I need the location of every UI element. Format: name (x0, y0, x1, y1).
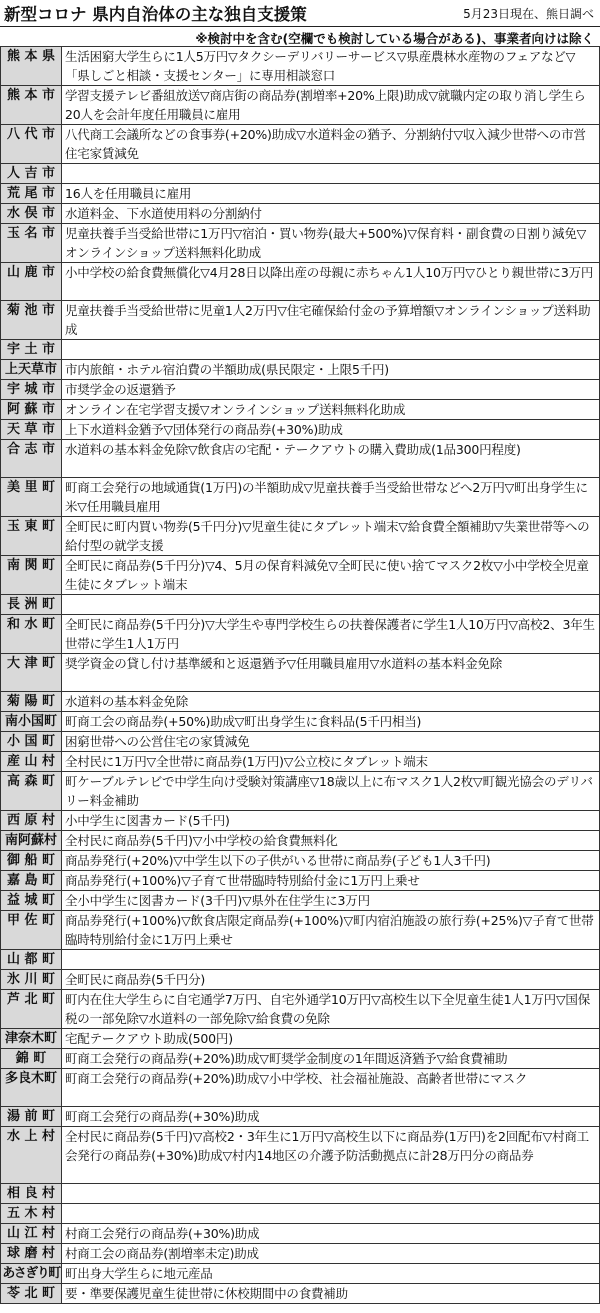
municipality-name: 甲 佐 町 (1, 911, 62, 950)
survey-date: 5月23日現在、熊日調べ (463, 7, 594, 21)
municipality-name: 八 代 市 (1, 125, 62, 164)
support-measures: 児童扶養手当受給世帯に児童1人2万円▽住宅確保給付金の予算増額▽オンラインショップ送料助成 (62, 301, 600, 340)
municipality-name: 山 江 村 (1, 1224, 62, 1244)
table-row (1, 1224, 600, 1244)
table-row (1, 851, 600, 871)
table-row (1, 1244, 600, 1264)
table-row (1, 990, 600, 1029)
table-row (1, 420, 600, 440)
table-row (1, 1284, 600, 1304)
support-measures: 16人を任用職員に雇用 (62, 184, 600, 204)
support-measures: 全町民に商品券(5千円分)▽大学生や専門学校生らの扶養保護者に学生1人10万円▽高校2、3年生世帯に学生1人1万円 (62, 615, 600, 654)
support-measures: 市内旅館・ホテル宿泊費の半額助成(県民限定・上限5千円) (62, 360, 600, 380)
support-measures (62, 950, 600, 970)
table-row (1, 732, 600, 752)
table-row (1, 1184, 600, 1204)
support-measures: 全小中学生に図書カード(3千円)▽県外在住学生に3万円 (62, 891, 600, 911)
table-note: ※検討中を含む(空欄でも検討している場合がある)、事業者向けは除く (195, 31, 594, 46)
table-body (1, 47, 600, 1304)
table-row (1, 772, 600, 811)
municipality-name: 錦 町 (1, 1049, 62, 1069)
table-row (1, 1127, 600, 1184)
table-row (1, 1204, 600, 1224)
municipality-name: 和 水 町 (1, 615, 62, 654)
support-measures: 商品券発行(+20%)▽中学生以下の子供がいる世帯に商品券(子ども1人3千円) (62, 851, 600, 871)
municipality-name: 菊 陽 町 (1, 692, 62, 712)
municipality-name: 湯 前 町 (1, 1107, 62, 1127)
table-row (1, 871, 600, 891)
support-measures (62, 1184, 600, 1204)
table-row (1, 380, 600, 400)
municipality-name: 上天草市 (1, 360, 62, 380)
municipality-name: 阿 蘇 市 (1, 400, 62, 420)
support-measures: 町商工会発行の地域通貨(1万円)の半額助成▽児童扶養手当受給世帯などへ2万円▽町出身学生に米▽任用職員雇用 (62, 478, 600, 517)
municipality-name: 熊 本 市 (1, 86, 62, 125)
municipality-name: 熊 本 県 (1, 47, 62, 86)
municipality-name: 南小国町 (1, 712, 62, 732)
municipality-name: 宇 城 市 (1, 380, 62, 400)
support-measures: 宅配テークアウト助成(500円) (62, 1029, 600, 1049)
support-measures: 町ケーブルテレビで中学生向け受験対策講座▽18歳以上に布マスク1人2枚▽町観光協会のデリバリー料金補助 (62, 772, 600, 811)
support-measures: 全町民に商品券(5千円分)▽4、5月の保育料減免▽全町民に使い捨てマスク2枚▽小中学校全児童生徒にタブレット端末 (62, 556, 600, 595)
table-row (1, 595, 600, 615)
support-measures: 児童扶養手当受給世帯に1万円▽宿泊・買い物券(最大+500%)▽保育料・副食費の日割り減免▽オンラインショップ送料無料化助成 (62, 224, 600, 263)
support-measures: 村商工会発行の商品券(+30%)助成 (62, 1224, 600, 1244)
header (0, 0, 600, 26)
support-measures (62, 1204, 600, 1224)
support-measures: 町内在住大学生らに自宅通学7万円、自宅外通学10万円▽高校生以下全児童生徒1人1万円▽国保税の一部免除▽水道料の一部免除▽給食費の免除 (62, 990, 600, 1029)
municipality-name: 益 城 町 (1, 891, 62, 911)
support-measures: 学習支援テレビ番組放送▽商店街の商品券(割増率+20%上限)助成▽就職内定の取り消し学生ら20人を会計年度任用職員に雇用 (62, 86, 600, 125)
municipality-name: 津奈木町 (1, 1029, 62, 1049)
table-row (1, 125, 600, 164)
table-row (1, 831, 600, 851)
support-measures: 奨学資金の貸し付け基準緩和と返還猶予▽任用職員雇用▽水道料の基本料金免除 (62, 654, 600, 692)
table-row (1, 556, 600, 595)
support-measures: 水道料の基本料金免除▽飲食店の宅配・テークアウトの購入費助成(1品300円程度) (62, 440, 600, 478)
table-row (1, 891, 600, 911)
support-measures: 全村民に1万円▽全世帯に商品券(1万円)▽公立校にタブレット端末 (62, 752, 600, 772)
municipality-name: 相 良 村 (1, 1184, 62, 1204)
table-row (1, 1107, 600, 1127)
support-measures: 町商工会発行の商品券(+20%)助成▽町奨学金制度の1年間返済猶予▽給食費補助 (62, 1049, 600, 1069)
municipality-name: 高 森 町 (1, 772, 62, 811)
table-row (1, 1049, 600, 1069)
support-measures: 要・準要保護児童生徒世帯に休校期間中の食費補助 (62, 1284, 600, 1304)
support-measures (62, 164, 600, 184)
table-row (1, 911, 600, 950)
support-measures: 町出身大学生らに地元産品 (62, 1264, 600, 1284)
municipality-name: あさぎり町 (1, 1264, 62, 1284)
table-row (1, 950, 600, 970)
table-row (1, 164, 600, 184)
support-measures-table (0, 46, 600, 1304)
municipality-name: 嘉 島 町 (1, 871, 62, 891)
support-measures: 小中学生に図書カード(5千円) (62, 811, 600, 831)
note-row (0, 26, 600, 47)
table-row (1, 615, 600, 654)
municipality-name: 宇 土 市 (1, 340, 62, 360)
municipality-name: 小 国 町 (1, 732, 62, 752)
municipality-name: 苓 北 町 (1, 1284, 62, 1304)
support-measures: 町商工会発行の商品券(+20%)助成▽小中学校、社会福祉施設、高齢者世帯にマスク (62, 1069, 600, 1107)
municipality-name: 美 里 町 (1, 478, 62, 517)
support-measures: 水道料の基本料金免除 (62, 692, 600, 712)
support-measures: 商品券発行(+100%)▽子育て世帯臨時特別給付金に1万円上乗せ (62, 871, 600, 891)
table-row (1, 654, 600, 692)
municipality-name: 大 津 町 (1, 654, 62, 692)
page-title: 新型コロナ 県内自治体の主な独自支援策 (4, 5, 307, 24)
table-row (1, 692, 600, 712)
table-row (1, 301, 600, 340)
municipality-name: 合 志 市 (1, 440, 62, 478)
municipality-name: 氷 川 町 (1, 970, 62, 990)
support-measures: 八代商工会議所などの食事券(+20%)助成▽水道料金の猶予、分割納付▽収入減少世帯への市営住宅家賃減免 (62, 125, 600, 164)
table-row (1, 811, 600, 831)
municipality-name: 人 吉 市 (1, 164, 62, 184)
support-measures (62, 340, 600, 360)
municipality-name: 御 船 町 (1, 851, 62, 871)
table-row (1, 47, 600, 86)
municipality-name: 南 関 町 (1, 556, 62, 595)
support-measures: 小中学校の給食費無償化▽4月28日以降出産の母親に赤ちゃん1人10万円▽ひとり親世帯に3万円 (62, 263, 600, 301)
table-row (1, 86, 600, 125)
municipality-name: 産 山 村 (1, 752, 62, 772)
table-row (1, 1069, 600, 1107)
table-row (1, 440, 600, 478)
support-measures: 商品券発行(+100%)▽飲食店限定商品券(+100%)▽町内宿泊施設の旅行券(+25%)▽子育て世帯臨時特別給付金に1万円上乗せ (62, 911, 600, 950)
table-row (1, 340, 600, 360)
municipality-name: 芦 北 町 (1, 990, 62, 1029)
support-measures: 全町民に商品券(5千円分) (62, 970, 600, 990)
table-row (1, 224, 600, 263)
table-row (1, 400, 600, 420)
support-measures: 村商工会の商品券(割増率未定)助成 (62, 1244, 600, 1264)
table-row (1, 1264, 600, 1284)
table-row (1, 184, 600, 204)
municipality-name: 玉 東 町 (1, 517, 62, 556)
municipality-name: 天 草 市 (1, 420, 62, 440)
municipality-name: 南阿蘇村 (1, 831, 62, 851)
municipality-name: 五 木 村 (1, 1204, 62, 1224)
table-row (1, 517, 600, 556)
support-measures: 町商工会の商品券(+50%)助成▽町出身学生に食料品(5千円相当) (62, 712, 600, 732)
support-measures: 全町民に町内買い物券(5千円分)▽児童生徒にタブレット端末▽給食費全額補助▽失業世帯等への給付型の就学支援 (62, 517, 600, 556)
table-row (1, 712, 600, 732)
support-measures: 水道料金、下水道使用料の分割納付 (62, 204, 600, 224)
support-measures: 全村民に商品券(5千円)▽小中学校の給食費無料化 (62, 831, 600, 851)
support-measures: 町商工会発行の商品券(+30%)助成 (62, 1107, 600, 1127)
municipality-name: 西 原 村 (1, 811, 62, 831)
municipality-name: 玉 名 市 (1, 224, 62, 263)
municipality-name: 山 鹿 市 (1, 263, 62, 301)
support-measures: 生活困窮大学生らに1人5万円▽タクシーデリバリーサービス▽県産農林水産物のフェアなど▽「県しごと相談・支援センター」に専用相談窓口 (62, 47, 600, 86)
municipality-name: 水 上 村 (1, 1127, 62, 1184)
support-measures: 全村民に商品券(5千円)▽高校2・3年生に1万円▽高校生以下に商品券(1万円)を2回配布▽村商工会発行の商品券(+30%)助成▽村内14地区の介護予防活動拠点に計28万円分の商品券 (62, 1127, 600, 1184)
table-row (1, 1029, 600, 1049)
municipality-name: 球 磨 村 (1, 1244, 62, 1264)
table-row (1, 360, 600, 380)
support-measures (62, 595, 600, 615)
municipality-name: 多良木町 (1, 1069, 62, 1107)
municipality-name: 水 俣 市 (1, 204, 62, 224)
table-row (1, 970, 600, 990)
support-measures: 市奨学金の返還猶予 (62, 380, 600, 400)
table-row (1, 752, 600, 772)
support-measures: 上下水道料金猶予▽団体発行の商品券(+30%)助成 (62, 420, 600, 440)
municipality-name: 荒 尾 市 (1, 184, 62, 204)
municipality-name: 菊 池 市 (1, 301, 62, 340)
table-row (1, 263, 600, 301)
table-row (1, 478, 600, 517)
municipality-name: 山 都 町 (1, 950, 62, 970)
municipality-name: 長 洲 町 (1, 595, 62, 615)
table-row (1, 204, 600, 224)
support-measures: オンライン在宅学習支援▽オンラインショップ送料無料化助成 (62, 400, 600, 420)
support-measures: 困窮世帯への公営住宅の家賃減免 (62, 732, 600, 752)
